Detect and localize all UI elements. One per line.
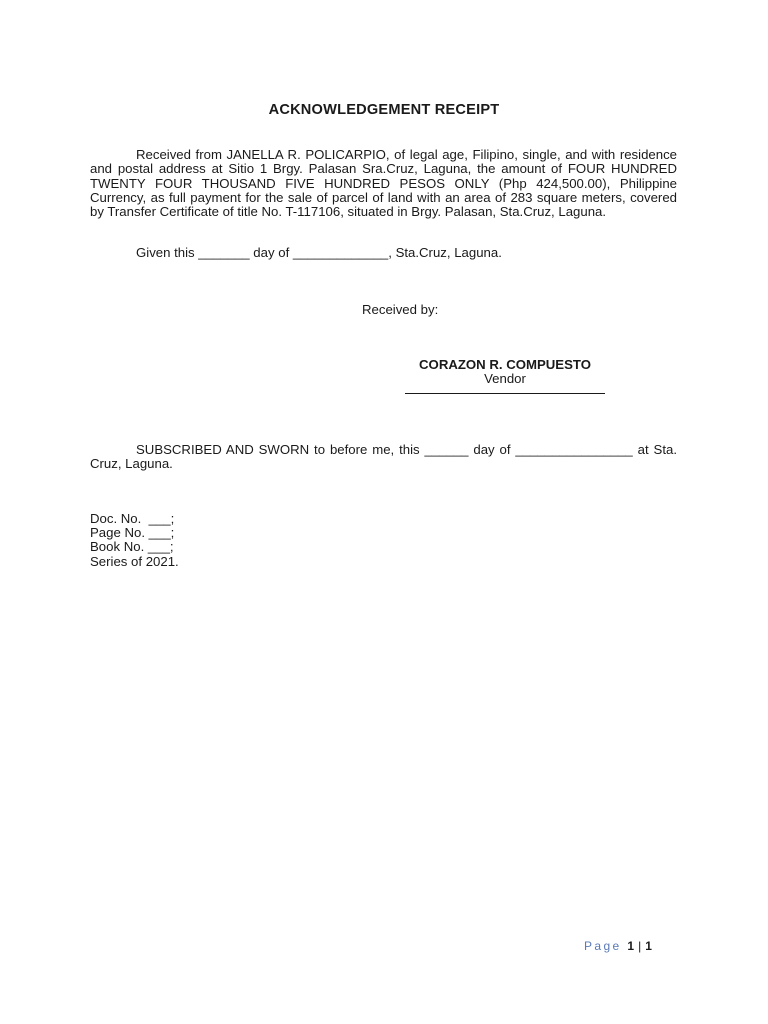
given-date-line: Given this _______ day of _____________, Sta.Cruz, Laguna.: [136, 245, 502, 260]
receipt-paragraph: Received from JANELLA R. POLICARPIO, of legal age, Filipino, single, and with residence and postal address at Sitio 1 Brgy. Palasan Sra.Cruz, Laguna, the amount of FOUR HUNDRED TWENTY FOUR THOUSAND FIVE HUNDRED PESOS ONLY (Php 424,500.00), Philippine Currency, as full payment for the sale of parcel of land with an area of 283 square meters, covered by Transfer Certificate of title No. T-117106, situated in Brgy. Palasan, Sta.Cruz, Laguna.: [90, 147, 677, 220]
signature-line: [405, 393, 605, 394]
signature-block: [405, 358, 605, 394]
page-footer: [584, 939, 652, 953]
signatory-role: Vendor: [484, 371, 526, 387]
signatory-name: CORAZON R. COMPUESTO: [419, 357, 591, 372]
page-separator: |: [638, 939, 642, 953]
page-label: Page: [584, 939, 622, 953]
jurat-paragraph: SUBSCRIBED AND SWORN to before me, this ______ day of ________________ at Sta. Cruz, Laguna.: [90, 442, 677, 472]
current-page-number: 1: [627, 939, 635, 953]
doc-number: Doc. No. ___;: [90, 511, 175, 526]
page-number-entry: Page No. ___;: [90, 525, 175, 541]
document-title: ACKNOWLEDGEMENT RECEIPT: [268, 102, 500, 118]
total-pages-number: 1: [645, 939, 652, 953]
book-number: Book No. ___;: [90, 539, 174, 555]
notarial-register-info: [90, 512, 179, 569]
series-year: Series of 2021.: [90, 553, 179, 569]
received-by-label: Received by:: [362, 302, 439, 317]
